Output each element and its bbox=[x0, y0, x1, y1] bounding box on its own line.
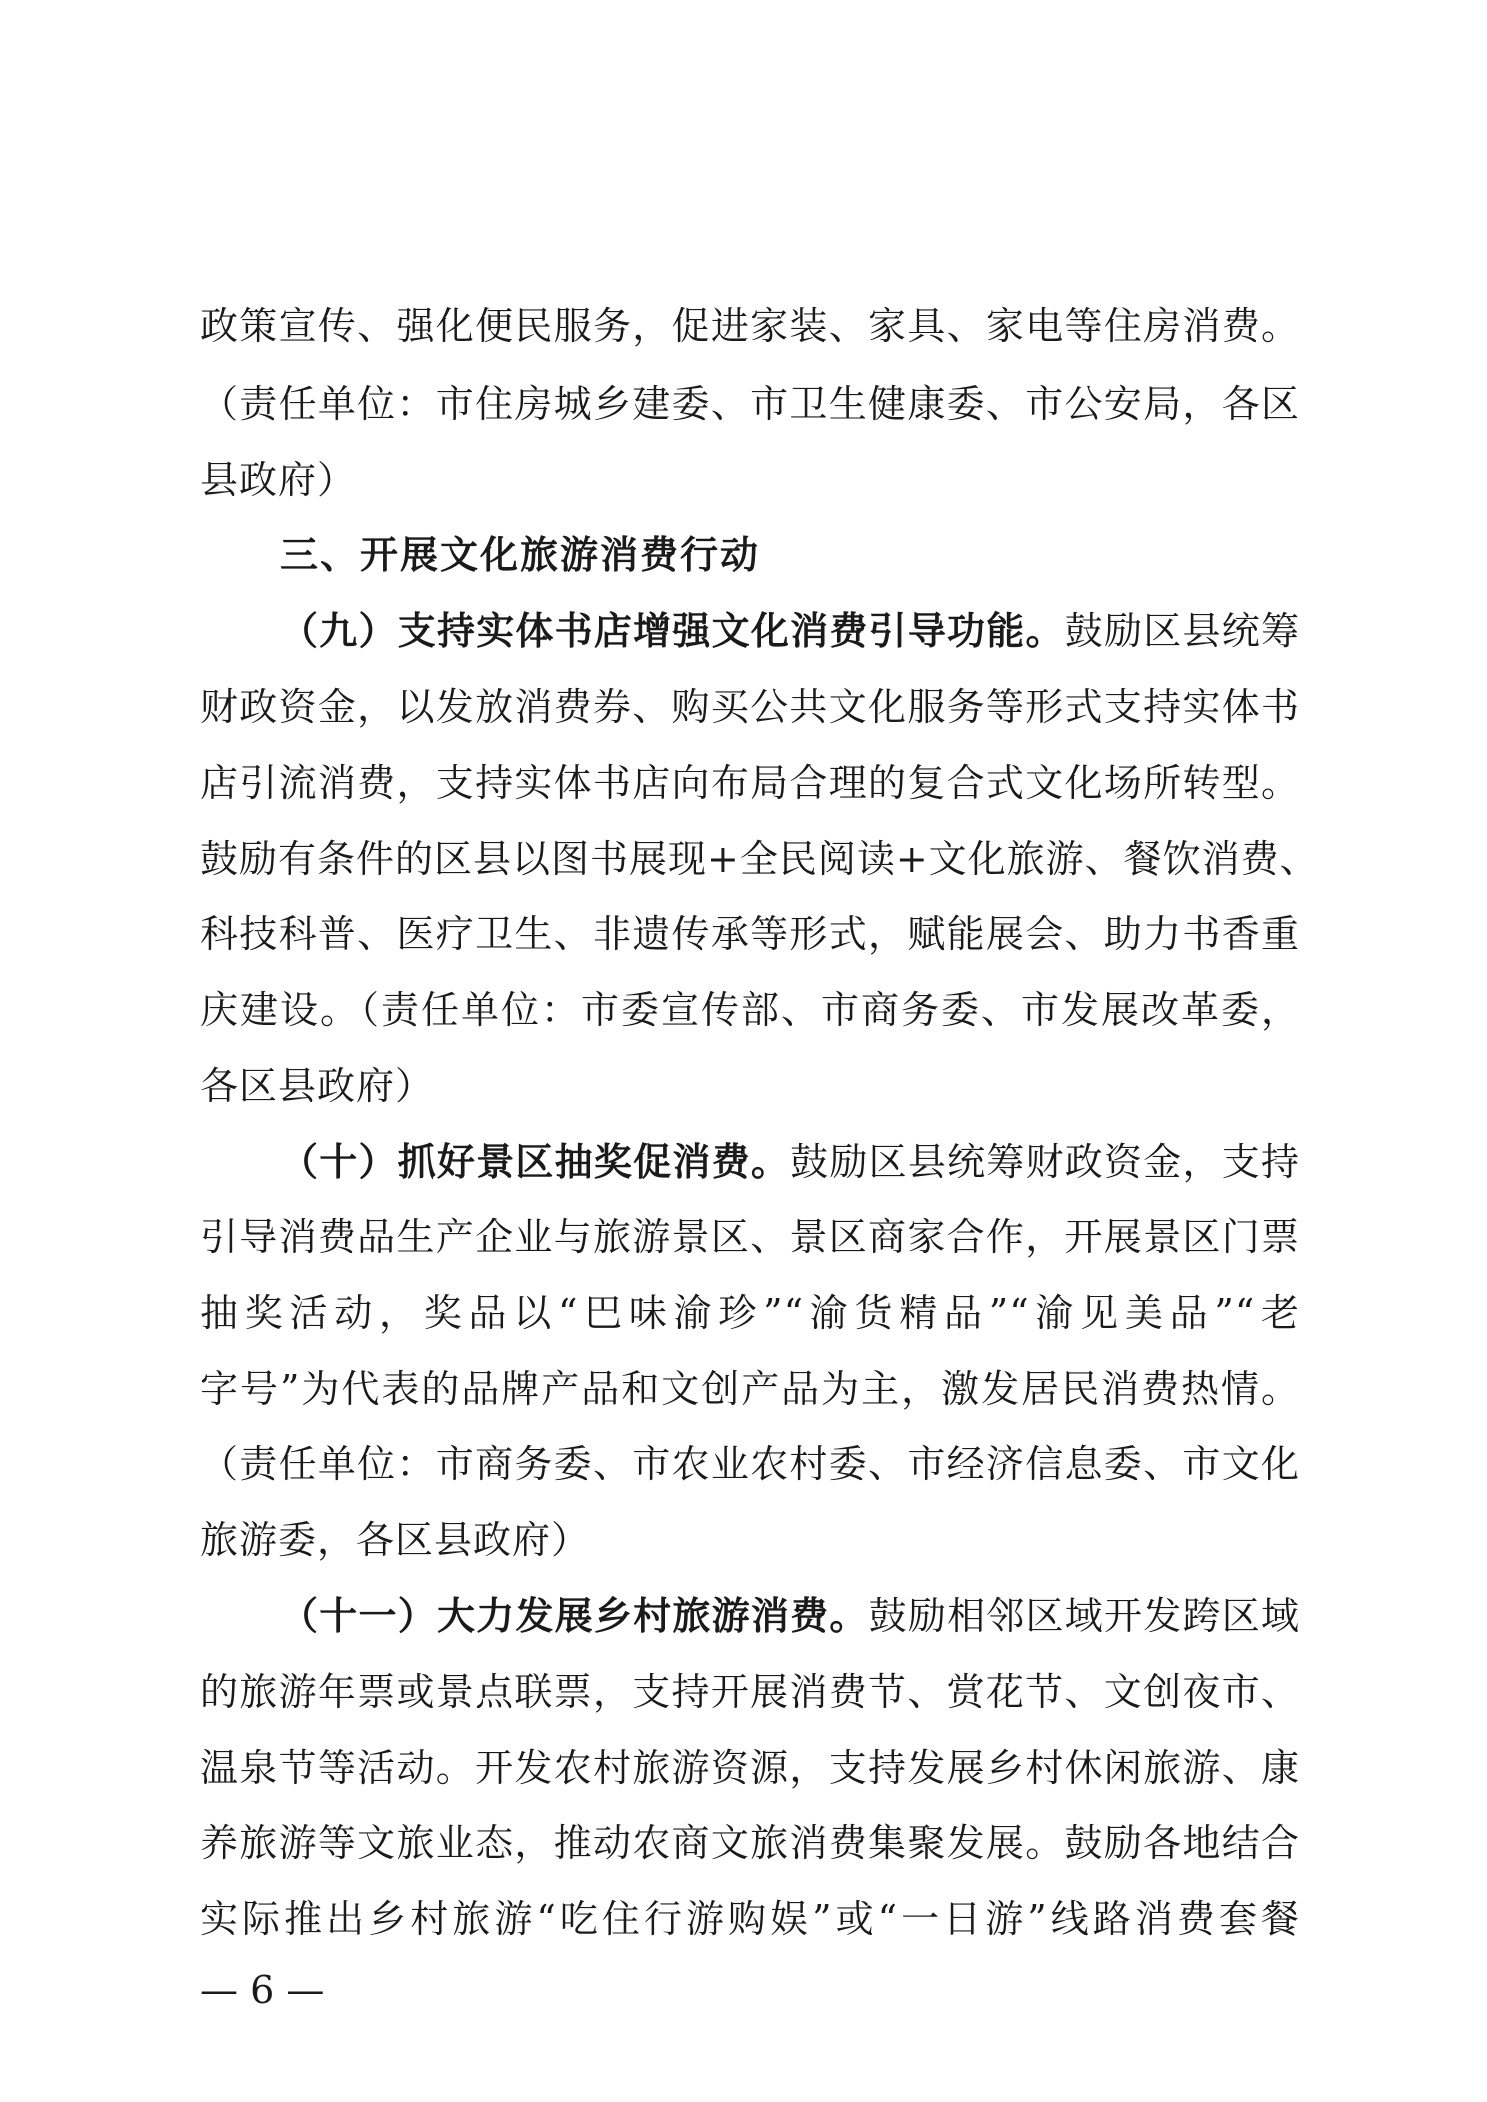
item-9-first-rest: 鼓励区县统筹 bbox=[1064, 609, 1300, 653]
text-line: 庆建设。（责任单位：市委宣传部、市商务委、市发展改革委， bbox=[200, 988, 1300, 1032]
item-10-first-line bbox=[280, 1132, 1300, 1192]
item-9-title: （九）支持实体书店增强文化消费引导功能。 bbox=[280, 608, 1065, 653]
section-heading: 三、开展文化旅游消费行动 bbox=[280, 532, 761, 577]
text-line: 各区县政府） bbox=[200, 1064, 435, 1108]
text-line: 财政资金，以发放消费券、购买公共文化服务等形式支持实体书 bbox=[200, 685, 1300, 729]
item-11-first-line bbox=[280, 1586, 1300, 1646]
text-line: 实际推出乡村旅游“吃住行游购娱”或“一日游”线路消费套餐 bbox=[200, 1897, 1300, 1941]
item-11-title: （十一）大力发展乡村旅游消费。 bbox=[280, 1593, 869, 1638]
item-10-first-rest: 鼓励区县统筹财政资金，支持 bbox=[790, 1140, 1300, 1184]
text-line: 引导消费品生产企业与旅游景区、景区商家合作，开展景区门票 bbox=[200, 1215, 1300, 1259]
text-line: 店引流消费，支持实体书店向布局合理的复合式文化场所转型。 bbox=[200, 761, 1300, 805]
text-line: 字号”为代表的品牌产品和文创产品为主，激发居民消费热情。 bbox=[200, 1367, 1300, 1411]
item-11-first-rest: 鼓励相邻区域开发跨区域 bbox=[868, 1594, 1300, 1638]
item-9-first-line bbox=[280, 601, 1300, 661]
text-line: （责任单位：市住房城乡建委、市卫生健康委、市公安局，各区 bbox=[200, 382, 1300, 426]
text-line: 旅游委，各区县政府） bbox=[200, 1518, 591, 1562]
item-10-title: （十）抓好景区抽奖促消费。 bbox=[280, 1139, 791, 1184]
text-line: 县政府） bbox=[200, 458, 357, 502]
page-number: — 6 — bbox=[200, 1968, 325, 2012]
text-line: 养旅游等文旅业态，推动农商文旅消费集聚发展。鼓励各地结合 bbox=[200, 1821, 1300, 1865]
text-line: 鼓励有条件的区县以图书展现+全民阅读+文化旅游、餐饮消费、 bbox=[200, 837, 1319, 881]
text-line: 政策宣传、强化便民服务，促进家装、家具、家电等住房消费。 bbox=[200, 304, 1300, 348]
text-line: （责任单位：市商务委、市农业农村委、市经济信息委、市文化 bbox=[200, 1442, 1300, 1486]
text-line: 抽奖活动，奖品以“巴味渝珍”“渝货精品”“渝见美品”“老 bbox=[200, 1291, 1300, 1335]
text-line: 温泉节等活动。开发农村旅游资源，支持发展乡村休闲旅游、康 bbox=[200, 1746, 1300, 1790]
text-line: 的旅游年票或景点联票，支持开展消费节、赏花节、文创夜市、 bbox=[200, 1670, 1300, 1714]
text-line: 科技科普、医疗卫生、非遗传承等形式，赋能展会、助力书香重 bbox=[200, 912, 1300, 956]
